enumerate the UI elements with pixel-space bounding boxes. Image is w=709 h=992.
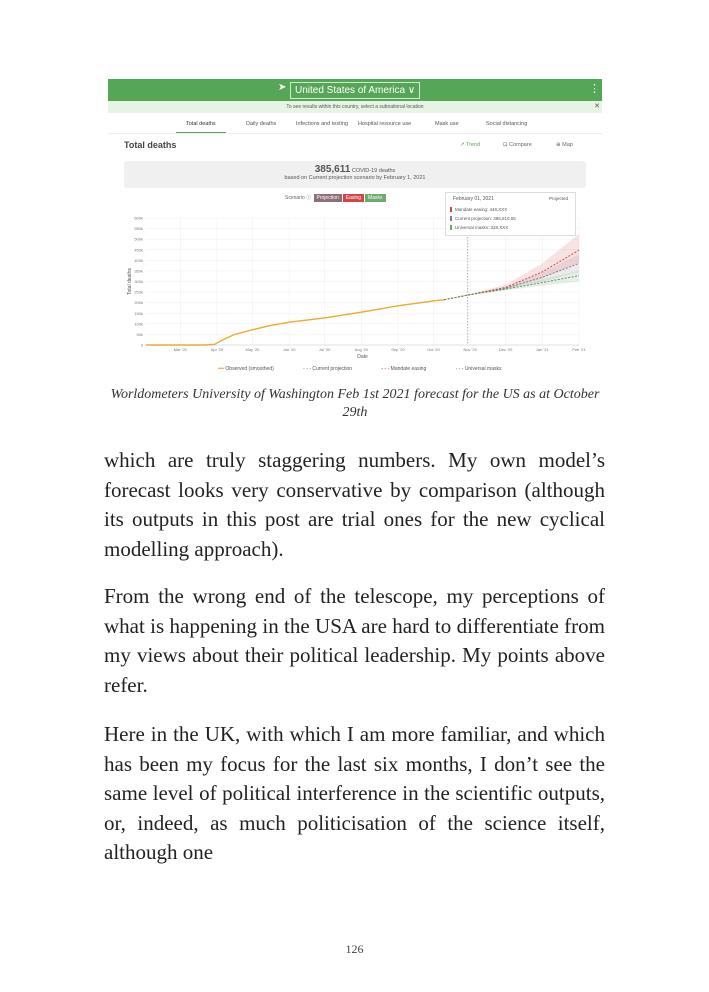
embedded-screenshot <box>108 79 602 377</box>
tab-daily-deaths[interactable]: Daily deaths <box>246 121 277 127</box>
x-tick-label: Oct '20 <box>427 347 440 352</box>
x-axis-label: Date <box>357 354 368 360</box>
y-tick-label: 150k <box>134 310 143 316</box>
scenario-projection[interactable]: Projection <box>314 194 342 202</box>
scenario-masks[interactable]: Masks <box>365 194 385 202</box>
x-tick-label: Sep '20 <box>391 347 405 352</box>
legend-observed[interactable]: ━━ Observed (smoothed) <box>218 366 274 372</box>
legend-easing[interactable]: - - - Mandate easing <box>381 366 427 372</box>
location-select[interactable]: United States of America ∨ <box>290 82 420 99</box>
scenario-easing[interactable]: Easing <box>343 194 364 202</box>
view-map[interactable]: ⊕ Map <box>556 142 573 148</box>
x-tick-label: Jul '20 <box>318 347 331 352</box>
view-trend[interactable]: ↗ Trend <box>460 142 481 148</box>
location-arrow-icon: ➤ <box>278 82 287 93</box>
notice-banner: To see results within this country, select a subnational location <box>108 101 602 113</box>
y-tick-label: 350k <box>134 268 143 274</box>
tab-social-distancing[interactable]: Social distancing <box>486 121 528 127</box>
x-tick-label: Apr '20 <box>210 347 224 352</box>
y-tick-label: 600k <box>134 215 143 221</box>
y-tick-label: 0 <box>140 342 143 348</box>
x-tick-label: Aug '20 <box>354 347 369 352</box>
y-tick-label: 450k <box>134 247 143 253</box>
y-tick-label: 300k <box>134 279 143 284</box>
series-line-observed-smoothed- <box>146 300 444 345</box>
section-title: Total deaths <box>124 140 177 150</box>
y-tick-label: 550k <box>134 226 143 232</box>
figure-caption: Worldometers University of Washington Feb 1st 2021 forecast for the US as at October 29th <box>110 387 600 420</box>
x-tick-label: May '20 <box>245 347 260 352</box>
summary-box: 385,611 COVID-19 deaths based on Current projection scenario by February 1, 2021 <box>124 161 586 188</box>
uncertainty-band <box>444 234 579 300</box>
x-tick-label: Mar '20 <box>173 347 187 352</box>
more-menu-icon[interactable]: ⋮ <box>589 83 600 95</box>
view-compare[interactable]: ⊡ Compare <box>503 142 532 148</box>
paragraph-1: which are truly staggering numbers. My own model’s forecast looks very conservative by comparison (although its outputs in this post are trial ones for the new cyclical modelling approach). <box>104 448 605 561</box>
x-tick-label: Feb '21 <box>572 347 586 352</box>
y-tick-label: 500k <box>134 236 143 242</box>
tab-hospital[interactable]: Hospital resource use <box>358 121 412 127</box>
y-tick-label: 50k <box>136 331 143 337</box>
scenario-selector: Scenario ⓘ Projection Easing Masks <box>285 194 386 202</box>
y-tick-label: 400k <box>134 257 143 263</box>
y-tick-label: 100k <box>134 321 143 327</box>
y-tick-label: 200k <box>134 300 143 306</box>
paragraph-2: From the wrong end of the telescope, my perceptions of what is happening in the USA are hard to differentiate from my views about their political leadership. My points above refer. <box>104 584 605 697</box>
page-number: 126 <box>345 942 364 956</box>
x-tick-label: Jan '21 <box>535 347 549 352</box>
tab-mask-use[interactable]: Mask use <box>435 121 459 127</box>
close-icon[interactable]: ✕ <box>594 103 600 110</box>
chart-legend <box>218 366 530 372</box>
paragraph-3: Here in the UK, with which I am more familiar, and which has been my focus for the last six months, I don’t see the same level of political interference in the scientific outputs, or, indeed, as much politicisation of the science itself, although one <box>104 722 605 864</box>
x-tick-label: Dec '20 <box>498 347 513 352</box>
legend-current[interactable]: - - - Current projection <box>303 366 353 372</box>
tab-infections[interactable]: Infections and testing <box>296 121 348 127</box>
x-tick-label: Nov '20 <box>463 347 477 352</box>
y-axis-label: Total deaths <box>127 268 133 295</box>
tab-total-deaths[interactable]: Total deaths <box>176 121 226 133</box>
x-tick-label: Jun '20 <box>282 347 296 352</box>
y-tick-label: 250k <box>134 289 143 295</box>
legend-masks[interactable]: - - - Universal masks <box>455 366 502 372</box>
chart-tooltip: February 01, 2021 Projected Mandate easing: 448,XXX Current projection: 385,610.55 Universal masks: 328,XXX <box>445 192 576 236</box>
